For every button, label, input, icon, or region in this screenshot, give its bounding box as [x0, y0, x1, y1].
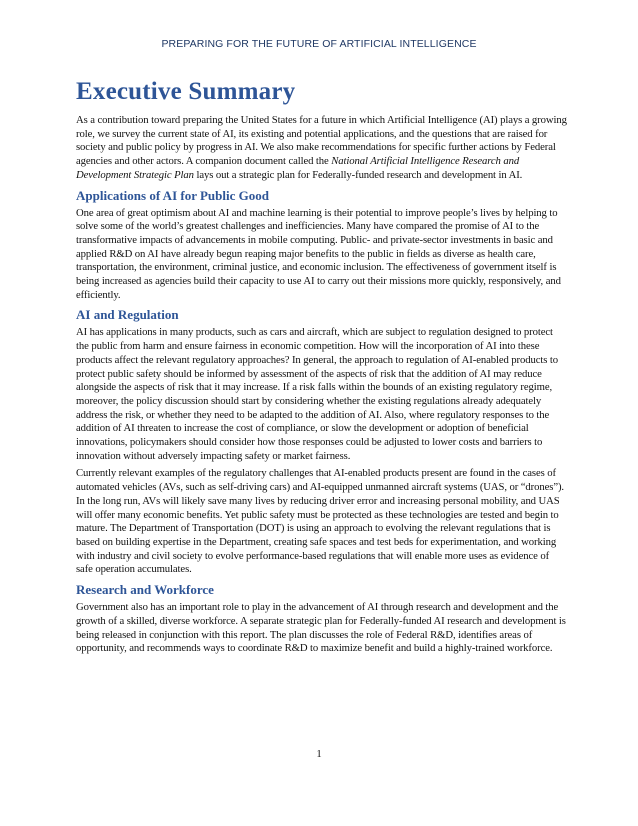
intro-italic-document-title: National Artificial Intelligence Research and Development Strategic Plan	[76, 155, 520, 181]
section-paragraph-applications: One area of great optimism about AI and machine learning is their potential to improve people’s lives by helping to solve some of the world’s greatest challenges and inefficiencies. Many have compared the promise of AI to the transformative impacts of advancements in mobile computing. Public- and private-sector investments in basic and applied R&D on AI have already begun reaping major benefits to the public in fields as diverse as health care, transportation, the environment, criminal justice, and economic inclusion. The effectiveness of government itself is being increased as agencies build their capacity to use AI to carry out their missions more quickly, responsively, and efficiently.	[76, 206, 561, 301]
running-header: PREPARING FOR THE FUTURE OF ARTIFICIAL INTELLIGENCE	[161, 38, 477, 50]
section-heading-applications: Applications of AI for Public Good	[76, 187, 269, 203]
page-number: 1	[316, 748, 322, 760]
intro-text-part1: As a contribution toward preparing the United States for a future in which Artificial Intelligence (AI) plays a growing role, we survey the current state of AI, its existing and potential applications, and the questions that are raised for society and public policy by progress in AI. We also make recommendations for specific further actions by Federal agencies and other actors. A companion document called the	[76, 114, 567, 168]
section-heading-regulation: AI and Regulation	[76, 307, 179, 323]
section-heading-research: Research and Workforce	[76, 582, 214, 598]
page-content	[76, 76, 568, 660]
intro-text-part2: lays out a strategic plan for Federally-funded research and development in AI.	[193, 168, 523, 181]
intro-paragraph	[76, 114, 568, 183]
section-paragraph-regulation-2: Currently relevant examples of the regulatory challenges that AI-enabled products present are found in the cases of automated vehicles (AVs, such as self-driving cars) and AI-equipped unmanned aircraft systems (UAS, or “drones”). In the long run, AVs will likely save many lives by reducing driver error and increasing personal mobility, and UAS will offer many economic benefits. Yet public safety must be protected as these technologies are tested and begin to mature. The Department of Transportation (DOT) is using an approach to evolving the relevant regulations that is based on building expertise in the Department, creating safe spaces and test beds for experimentation, and working with industry and civil society to evolve performance-based regulations that will enable more uses as evidence of safe operation accumulates.	[76, 467, 564, 576]
section-paragraph-regulation-1: AI has applications in many products, such as cars and aircraft, which are subject to regulation designed to protect the public from harm and ensure fairness in economic competition. How will the incorporation of AI into these products affect the relevant regulatory approaches? In general, the approach to regulation of AI-enabled products to protect public safety should be informed by assessment of the aspects of risk that the addition of AI may reduce alongside the aspects of risk that it may increase. If a risk falls within the bounds of an existing regulatory regime, moreover, the policy discussion should start by considering whether the existing regulations already adequately address the risk, or whether they need to be adapted to the addition of AI. Also, where regulatory responses to the addition of AI threaten to increase the cost of compliance, or slow the development or adoption of beneficial innovations, policymakers should consider how those responses could be adjusted to lower costs and barriers to innovation without adversely impacting safety or market fairness.	[76, 326, 558, 462]
section-paragraph-research: Government also has an important role to play in the advancement of AI through research and development and the growth of a skilled, diverse workforce. A separate strategic plan for Federally-funded AI research and development is being released in conjunction with this report. The plan discusses the role of Federal R&D, identifies areas of opportunity, and recommends ways to coordinate R&D to maximize benefit and build a highly-trained workforce.	[76, 601, 566, 655]
page-title: Executive Summary	[76, 78, 296, 105]
